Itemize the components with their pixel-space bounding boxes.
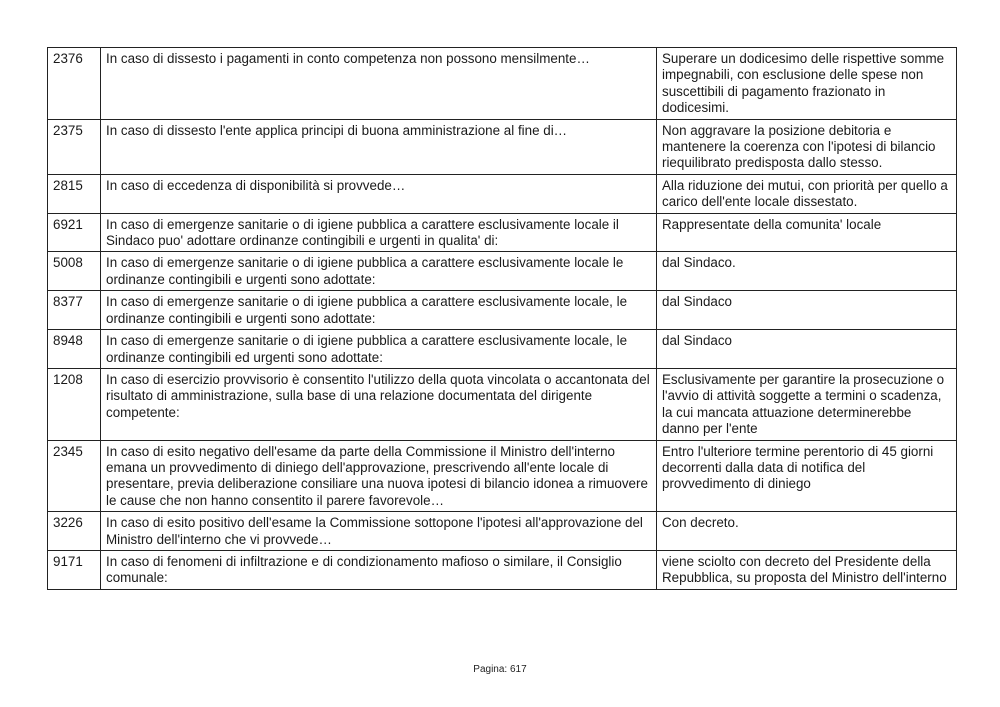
row-question: In caso di emergenze sanitarie o di igiene pubblica a carattere esclusivamente locale il Sindaco puo' adottare ordinanze contingibili e urgenti in qualita' di: [101, 213, 657, 252]
row-id: 2376 [48, 48, 101, 120]
row-answer: Superare un dodicesimo delle rispettive somme impegnabili, con esclusione delle spese non suscettibili di pagamento frazionato in dodicesimi. [657, 48, 957, 120]
row-question: In caso di fenomeni di infiltrazione e di condizionamento mafioso o similare, il Consiglio comunale: [101, 550, 657, 589]
table-row [48, 330, 957, 369]
row-answer: dal Sindaco [657, 330, 957, 369]
table-row [48, 174, 957, 213]
row-answer: dal Sindaco. [657, 252, 957, 291]
row-id: 1208 [48, 368, 101, 440]
table-row [48, 119, 957, 174]
row-answer: Rappresentate della comunita' locale [657, 213, 957, 252]
page-number: Pagina: 617 [473, 664, 527, 675]
table-row [48, 368, 957, 440]
row-question: In caso di emergenze sanitarie o di igiene pubblica a carattere esclusivamente locale le ordinanze contingibili e urgenti sono adottate: [101, 252, 657, 291]
row-question: In caso di esito positivo dell'esame la Commissione sottopone l'ipotesi all'approvazione del Ministro dell'interno che vi provvede… [101, 512, 657, 551]
row-question: In caso di dissesto i pagamenti in conto competenza non possono mensilmente… [101, 48, 657, 120]
row-question: In caso di emergenze sanitarie o di igiene pubblica a carattere esclusivamente locale, le ordinanze contingibili e urgenti sono adottate: [101, 291, 657, 330]
table-row [48, 550, 957, 589]
row-answer: Con decreto. [657, 512, 957, 551]
row-id: 5008 [48, 252, 101, 291]
row-answer: dal Sindaco [657, 291, 957, 330]
row-answer: Non aggravare la posizione debitoria e mantenere la coerenza con l'ipotesi di bilancio riequilibrato predisposta dallo stesso. [657, 119, 957, 174]
qa-table [47, 47, 957, 590]
table-row [48, 291, 957, 330]
row-question: In caso di esito negativo dell'esame da parte della Commissione il Ministro dell'interno emana un provvedimento di diniego dell'approvazione, prescrivendo all'ente locale di presentare, previa deliberazione consiliare una nuova ipotesi di bilancio idonea a rimuovere le cause che non hanno consentito il parere favorevole… [101, 440, 657, 512]
row-id: 3226 [48, 512, 101, 551]
row-id: 2815 [48, 174, 101, 213]
row-answer: viene sciolto con decreto del Presidente della Repubblica, su proposta del Ministro dell'interno [657, 550, 957, 589]
row-id: 6921 [48, 213, 101, 252]
row-answer: Alla riduzione dei mutui, con priorità per quello a carico dell'ente locale dissestato. [657, 174, 957, 213]
row-question: In caso di dissesto l'ente applica principi di buona amministrazione al fine di… [101, 119, 657, 174]
row-answer: Esclusivamente per garantire la prosecuzione o l'avvio di attività soggette a termini o scadenza, la cui mancata attuazione determinerebbe danno per l'ente [657, 368, 957, 440]
row-question: In caso di esercizio provvisorio è consentito l'utilizzo della quota vincolata o accantonata del risultato di amministrazione, sulla base di una relazione documentata del dirigente competente: [101, 368, 657, 440]
table-row [48, 252, 957, 291]
table-row [48, 48, 957, 120]
row-id: 9171 [48, 550, 101, 589]
table-row [48, 512, 957, 551]
row-id: 8377 [48, 291, 101, 330]
row-answer: Entro l'ulteriore termine perentorio di 45 giorni decorrenti dalla data di notifica del provvedimento di diniego [657, 440, 957, 512]
row-id: 2375 [48, 119, 101, 174]
row-id: 2345 [48, 440, 101, 512]
row-question: In caso di eccedenza di disponibilità si provvede… [101, 174, 657, 213]
table-row [48, 213, 957, 252]
table-row [48, 440, 957, 512]
row-id: 8948 [48, 330, 101, 369]
row-question: In caso di emergenze sanitarie o di igiene pubblica a carattere esclusivamente locale, le ordinanze contingibili ed urgenti sono adottate: [101, 330, 657, 369]
